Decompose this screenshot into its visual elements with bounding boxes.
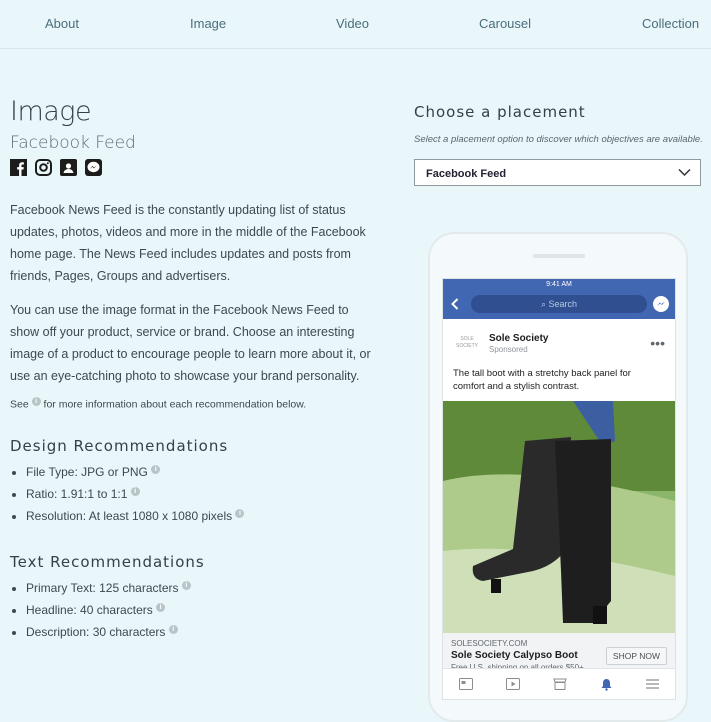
- back-arrow-icon[interactable]: [451, 298, 459, 310]
- usage-paragraph: You can use the image format in the Facebook News Feed to show off your product, service or brand. Choose an interesting image of a product to encourage people to learn more about it, or use an eye-catching photo to showcase your brand personality.: [10, 303, 371, 383]
- placement-heading: Choose a placement: [414, 103, 586, 121]
- design-recommendations-heading: Design Recommendations: [10, 436, 229, 455]
- phone-screen: [442, 278, 676, 700]
- brand-logo: SOLE SOCIETY: [456, 336, 478, 349]
- text-recommendations-list: [10, 577, 380, 643]
- platform-icons: [10, 159, 380, 176]
- more-options-icon[interactable]: •••: [650, 335, 665, 351]
- text-recommendations-heading: Text Recommendations: [10, 552, 205, 571]
- list-item: [26, 483, 380, 505]
- top-navigation: [0, 0, 711, 49]
- audience-network-icon: [60, 159, 77, 176]
- phone-speaker: [533, 254, 585, 258]
- list-item: [26, 461, 380, 483]
- nav-image[interactable]: Image: [190, 16, 227, 31]
- list-item-text: File Type: JPG or PNG: [26, 464, 148, 479]
- phone-preview: [428, 232, 688, 722]
- see-prefix: See: [10, 398, 29, 411]
- nav-about[interactable]: About: [45, 16, 79, 31]
- page-title: Image: [10, 96, 92, 127]
- list-item: [26, 577, 380, 599]
- placement-selected-value: Facebook Feed: [426, 168, 507, 180]
- search-placeholder: Search: [548, 299, 578, 309]
- see-info-line: [10, 397, 380, 411]
- info-icon[interactable]: i: [235, 509, 244, 518]
- messenger-icon: [85, 159, 102, 176]
- list-item: [26, 505, 380, 527]
- list-item-text: Ratio: 1.91:1 to 1:1: [26, 486, 128, 501]
- page-name[interactable]: Sole Society: [489, 332, 549, 344]
- list-item-text: Resolution: At least 1080 x 1080 pixels: [26, 508, 233, 523]
- menu-icon[interactable]: [646, 679, 659, 689]
- ad-post: [443, 329, 675, 393]
- intro-paragraph: Facebook News Feed is the constantly updating list of status updates, photos, videos and more in the middle of the Facebook home page. The News Feed includes updates and posts from friends, Pages, Groups and advertisers.: [10, 203, 366, 283]
- info-icon[interactable]: i: [32, 397, 41, 406]
- post-header: [453, 329, 665, 357]
- placement-panel: [414, 96, 704, 186]
- facebook-icon: [10, 159, 27, 176]
- design-recommendations-list: [10, 461, 380, 527]
- list-item: [26, 599, 380, 621]
- info-icon[interactable]: i: [169, 625, 178, 634]
- list-item-text: Headline: 40 characters: [26, 602, 153, 617]
- ad-image: [443, 401, 675, 633]
- nav-video[interactable]: Video: [336, 16, 370, 31]
- status-time: 9:41 AM: [546, 281, 572, 288]
- info-icon[interactable]: i: [131, 487, 140, 496]
- shop-now-button[interactable]: SHOP NOW: [606, 647, 667, 665]
- bottom-tab-bar: [443, 668, 675, 699]
- link-domain: SOLESOCIETY.COM: [451, 639, 528, 648]
- nav-carousel[interactable]: Carousel: [479, 16, 532, 31]
- list-item-text: Primary Text: 125 characters: [26, 580, 179, 595]
- news-feed-icon[interactable]: [459, 678, 473, 690]
- instagram-icon: [35, 159, 52, 176]
- list-item-text: Description: 30 characters: [26, 624, 166, 639]
- post-text: The tall boot with a stretchy back panel for comfort and a stylish contrast.: [453, 368, 631, 392]
- search-input[interactable]: ⌕ Search: [471, 295, 647, 313]
- info-icon[interactable]: i: [156, 603, 165, 612]
- see-suffix: for more information about each recommendation below.: [43, 398, 307, 411]
- content-column: [10, 96, 380, 643]
- boot-photo: [443, 401, 675, 633]
- notifications-bell-icon[interactable]: [600, 678, 613, 691]
- placement-select[interactable]: [414, 159, 701, 186]
- marketplace-icon[interactable]: [553, 678, 567, 690]
- sponsored-label: Sponsored: [489, 344, 528, 354]
- list-item: [26, 621, 380, 643]
- facebook-header-bar: [443, 279, 675, 319]
- info-icon[interactable]: i: [151, 465, 160, 474]
- info-icon[interactable]: i: [182, 581, 191, 590]
- link-title: Sole Society Calypso Boot: [451, 650, 578, 661]
- page-subtitle: Facebook Feed: [10, 133, 136, 153]
- placement-hint: Select a placement option to discover which objectives are available.: [414, 134, 703, 145]
- messenger-icon[interactable]: [653, 296, 669, 312]
- nav-collection[interactable]: Collection: [642, 16, 700, 31]
- chevron-down-icon: [678, 168, 691, 177]
- watch-icon[interactable]: [506, 678, 520, 690]
